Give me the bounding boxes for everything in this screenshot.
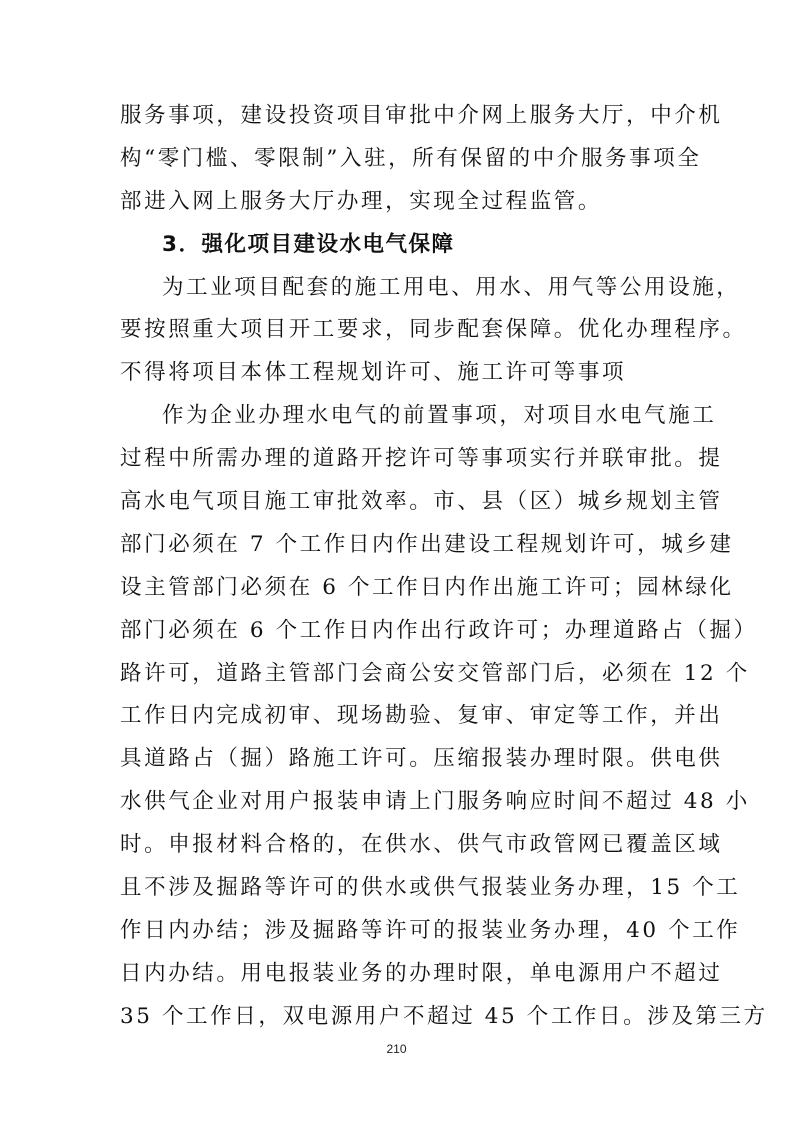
paragraph-line: 作为企业办理水电气的前置事项，对项目水电气施工 [162, 403, 717, 429]
paragraph-line: 时。申报材料合格的，在供水、供气市政管网已覆盖区域 [120, 832, 723, 858]
paragraph-line: 不得将项目本体工程规划许可、施工许可等事项 [120, 360, 627, 386]
paragraph-line: 服务事项，建设投资项目审批中介网上服务大厅，中介机 [120, 103, 723, 128]
paragraph-line: 为工业项目配套的施工用电、用水、用气等公用设施， [162, 274, 741, 300]
paragraph-line: 部门必须在 6 个工作日内作出行政许可；办理道路占（掘） [120, 617, 758, 643]
page-number: 210 [386, 1042, 407, 1056]
paragraph-line: 要按照重大项目开工要求，同步配套保障。优化办理程序。 [120, 317, 747, 343]
paragraph-line: 设主管部门必须在 6 个工作日内作出施工许可；园林绿化 [120, 574, 734, 600]
paragraph-line: 作日内办结；涉及掘路等许可的报装业务办理，40 个工作 [120, 917, 741, 943]
paragraph-line: 路许可，道路主管部门会商公安交管部门后，必须在 12 个 [120, 660, 750, 686]
paragraph-line: 构“零门槛、零限制”入驻，所有保留的中介服务事项全 [120, 145, 702, 171]
paragraph-line: 工作日内完成初审、现场勘验、复审、审定等工作，并出 [120, 703, 723, 729]
paragraph-line: 部进入网上服务大厅办理，实现全过程监管。 [120, 188, 603, 214]
body-text [120, 95, 768, 1039]
paragraph-line: 过程中所需办理的道路开挖许可等事项实行并联审批。提 [120, 446, 723, 472]
paragraph-line: 水供气企业对用户报装申请上门服务响应时间不超过 48 小 [120, 789, 750, 815]
paragraph-line: 35 个工作日，双电源用户不超过 45 个工作日。涉及第三方 [120, 1003, 768, 1029]
paragraph-line: 高水电气项目施工审批效率。市、县（区）城乡规划主管 [120, 489, 723, 515]
paragraph-line: 日内办结。用电报装业务的办理时限，单电源用户不超过 [120, 960, 723, 986]
paragraph-line: 具道路占（掘）路施工许可。压缩报装办理时限。供电供 [120, 746, 723, 772]
paragraph-line: 部门必须在 7 个工作日内作出建设工程规划许可，城乡建 [120, 531, 734, 557]
paragraph-line: 且不涉及掘路等许可的供水或供气报装业务办理，15 个工 [120, 875, 741, 901]
section-heading: 3．强化项目建设水电气保障 [162, 231, 455, 257]
